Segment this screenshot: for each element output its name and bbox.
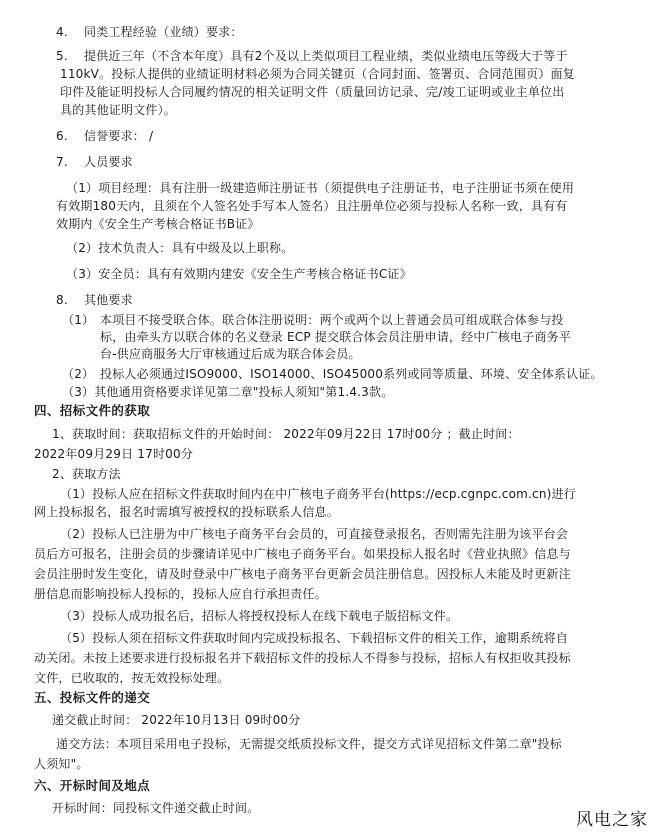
section-number: 7. bbox=[56, 155, 68, 169]
paragraph-line: 2022年09月29日 17时00分 bbox=[34, 447, 194, 461]
paragraph-line: 文件，已收取的，按无效投标处理。 bbox=[34, 671, 230, 685]
paragraph-line: 册信息而影响投标人投标的，投标人应自行承担责任。 bbox=[34, 587, 327, 601]
paragraph-line: 2、获取方法 bbox=[52, 467, 121, 481]
paragraph-line: （5）投标人须在招标文件获取时间内完成投标报名、下载招标文件的相关工作，逾期系统将自 bbox=[60, 631, 569, 645]
paragraph-line: 提供近三年（不含本年度）具有2个及以上类似项目工程业绩，类似业绩电压等级大于等于 bbox=[84, 49, 568, 63]
paragraph-line: 人须知"。 bbox=[34, 757, 89, 771]
paragraph-line: 效期内《安全生产考核合格证书B证》 bbox=[56, 217, 260, 231]
section-number: 5. bbox=[56, 49, 68, 63]
item-number: （1） bbox=[62, 313, 95, 327]
item-number: （2） bbox=[62, 367, 95, 381]
paragraph-line: 1、获取时间：获取招标文件的开始时间： 2022年09月22日 17时00分 ；截止时间： bbox=[52, 427, 520, 441]
section-heading: 四、招标文件的获取 bbox=[34, 403, 151, 418]
paragraph-line: 开标时间：同投标文件递交截止时间。 bbox=[52, 801, 260, 815]
paragraph-line: 员后方可报名，注册会员的步骤请详见中广核电子商务平台。如果投标人报名时《营业执照》信息与 bbox=[34, 547, 571, 561]
paragraph-line: 网上投标报名，报名时需填写被授权的投标联系人信息。 bbox=[34, 505, 340, 519]
section-title: 其他要求 bbox=[84, 293, 133, 307]
section-number: 8. bbox=[56, 293, 68, 307]
paragraph-line: 具的其他证明文件）。 bbox=[60, 103, 177, 117]
section-title: 同类工程经验（业绩）要求： bbox=[84, 25, 243, 39]
section-heading: 五、投标文件的递交 bbox=[34, 690, 151, 705]
paragraph-line: 有效期180天内，且须在个人签名处手写本人签名）且注册单位必须与投标人名称一致，具有有 bbox=[56, 199, 568, 213]
section-title: 信誉要求： / bbox=[84, 129, 154, 143]
section-heading: 六、开标时间及地点 bbox=[34, 778, 151, 793]
paragraph-line: 投标人必须通过ISO9000、ISO14000、ISO45000系列或同等质量、环境、安全体系认证。 bbox=[100, 367, 603, 381]
watermark: 风电之家 bbox=[576, 810, 648, 830]
section-number: 6. bbox=[56, 129, 68, 143]
paragraph-line: （3）投标人成功报名后，招标人将授权投标人在线下载电子版招标文件。 bbox=[60, 609, 459, 623]
paragraph-line: （1）项目经理：具有注册一级建造师注册证书（须提供电子注册证书，电子注册证书须在使用 bbox=[66, 181, 575, 195]
paragraph-line: （3）安全员：具有有效期内建安《安全生产考核合格证书C证》 bbox=[66, 267, 412, 281]
paragraph-line: 递交方法：本项目采用电子投标，无需提交纸质投标文件，提交方式详见招标文件第二章"投标 bbox=[56, 737, 562, 751]
section-number: 4. bbox=[56, 25, 68, 39]
paragraph-line: 会员注册时发生变化，请及时登录中广核电子商务平台更新会员注册信息。因投标人未能及时更新注 bbox=[34, 567, 571, 581]
paragraph-line: （2）投标人已注册为中广核电子商务平台会员的，可直接登录报名，否则需先注册为该平台会 bbox=[60, 527, 569, 541]
section-title: 人员要求 bbox=[84, 155, 133, 169]
paragraph-line: （1）投标人应在招标文件获取时间内在中广核电子商务平台(https://ecp.cgnpc.com.cn)进行 bbox=[60, 487, 576, 501]
paragraph-line: 印件及能证明投标人合同履约情况的相关证明文件（质量回访记录、完/竣工证明或业主单位出 bbox=[60, 85, 565, 99]
paragraph-line: 标，由牵头方以联合体的名义登录 ECP 提交联合体会员注册申请，经中广核电子商务平 bbox=[100, 330, 572, 344]
paragraph-line: 递交截止时间： 2022年10月13日 09时00分 bbox=[52, 713, 301, 727]
paragraph-line: 动关闭。未按上述要求进行投标报名并下载招标文件的投标人不得参与投标，招标人有权拒收其投标 bbox=[34, 651, 571, 665]
paragraph-line: （3）其他通用资格要求详见第二章"投标人须知"第1.4.3款。 bbox=[62, 385, 394, 399]
paragraph-line: 110kV。投标人提供的业绩证明材料必须为合同关键页（合同封面、签署页、合同范围页）面复 bbox=[60, 67, 575, 81]
paragraph-line: 本项目不接受联合体。联合体注册说明：两个或两个以上普通会员可组成联合体参与投 bbox=[100, 313, 564, 327]
paragraph-line: （2）技术负责人：具有中级及以上职称。 bbox=[66, 241, 294, 255]
paragraph-line: 台-供应商服务大厅审核通过后成为联合体会员。 bbox=[100, 347, 361, 361]
